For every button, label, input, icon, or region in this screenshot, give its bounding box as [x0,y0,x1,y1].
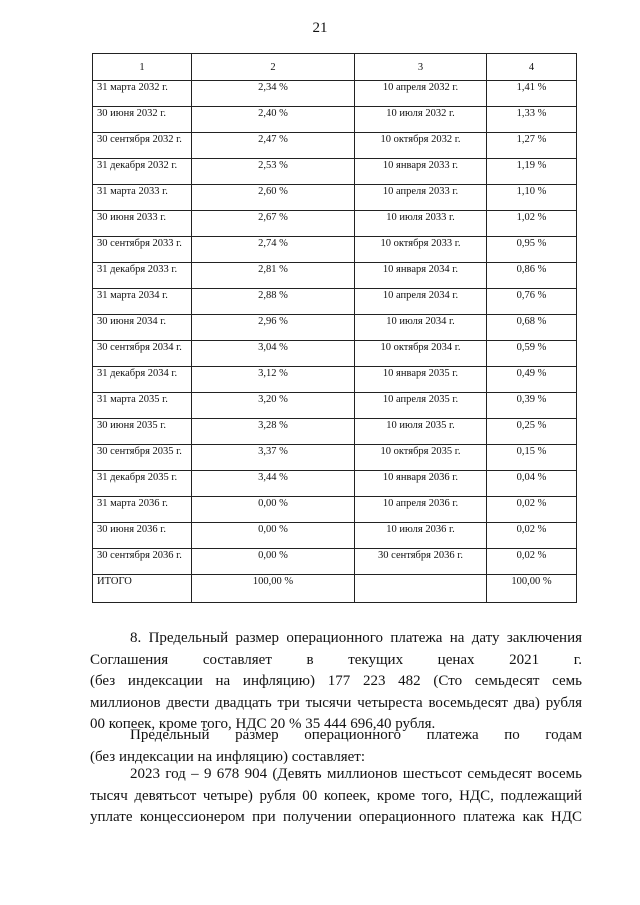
table-row [93,81,577,107]
table-row [93,133,577,159]
payment-date: 30 июня 2032 г. [93,107,192,133]
payment-share: 2,34 % [192,81,355,107]
table-row [93,523,577,549]
column-header: 4 [487,54,577,81]
payment-share: 2,47 % [192,133,355,159]
total-date [355,575,487,603]
payment-due-date: 10 июля 2032 г. [355,107,487,133]
table-row [93,185,577,211]
paragraph-line: тысяч девятьсот четыре) рубля 00 копеек, кроме того, НДС, подлежащий [90,787,582,804]
paragraph-line: Предельный размер операционного платежа по годам [130,727,582,743]
table-row [93,445,577,471]
payment-date: 31 декабря 2033 г. [93,263,192,289]
total-percent: 100,00 % [487,575,577,603]
payment-due-date: 10 октября 2034 г. [355,341,487,367]
paragraph-line: 2023 год – 9 678 904 (Девять миллионов шестьсот семьдесят восемь [130,766,582,782]
payment-share: 3,12 % [192,367,355,393]
payment-date: 31 марта 2032 г. [93,81,192,107]
column-header: 2 [192,54,355,81]
payment-due-date: 10 апреля 2032 г. [355,81,487,107]
paragraph-line: уплате концессионером при получении операционного платежа как НДС [90,809,582,825]
payment-schedule-table [92,53,577,603]
paragraph-line: миллионов двести двадцать три тысячи четыреста восемьдесят два) рубля [90,694,582,711]
payment-due-date: 10 января 2033 г. [355,159,487,185]
payment-percent: 0,68 % [487,315,577,341]
column-header: 1 [93,54,192,81]
payment-date: 30 сентября 2035 г. [93,445,192,471]
payment-percent: 0,04 % [487,471,577,497]
payment-share: 3,04 % [192,341,355,367]
payment-date: 31 марта 2034 г. [93,289,192,315]
payment-percent: 1,33 % [487,107,577,133]
payment-share: 2,40 % [192,107,355,133]
payment-due-date: 10 октября 2035 г. [355,445,487,471]
payment-share: 3,20 % [192,393,355,419]
payment-percent: 0,95 % [487,237,577,263]
payment-due-date: 10 июля 2034 г. [355,315,487,341]
payment-share: 2,60 % [192,185,355,211]
payment-due-date: 30 сентября 2036 г. [355,549,487,575]
payment-percent: 1,41 % [487,81,577,107]
payment-due-date: 10 октября 2032 г. [355,133,487,159]
table-row [93,471,577,497]
payment-percent: 1,19 % [487,159,577,185]
payment-date: 30 сентября 2034 г. [93,341,192,367]
table-row [93,497,577,523]
paragraph-line: 00 копеек, кроме того, НДС 20 % 35 444 696,40 рубля. [90,716,436,732]
payment-due-date: 10 апреля 2034 г. [355,289,487,315]
payment-date: 30 июня 2036 г. [93,523,192,549]
payment-share: 2,96 % [192,315,355,341]
table-row [93,289,577,315]
payment-date: 31 марта 2033 г. [93,185,192,211]
column-header: 3 [355,54,487,81]
payment-percent: 0,15 % [487,445,577,471]
table-row [93,419,577,445]
payment-due-date: 10 января 2034 г. [355,263,487,289]
paragraph-line: Соглашения составляет в текущих ценах 2021 г. [90,651,582,668]
page-number: 21 [312,20,328,36]
payment-percent: 0,02 % [487,523,577,549]
payment-share: 2,67 % [192,211,355,237]
table-header-row [93,54,577,81]
payment-date: 30 июня 2035 г. [93,419,192,445]
table-row [93,159,577,185]
payment-share: 3,44 % [192,471,355,497]
table-total-row [93,575,577,603]
payment-date: 31 декабря 2034 г. [93,367,192,393]
payment-share: 3,37 % [192,445,355,471]
table-row [93,107,577,133]
payment-due-date: 10 апреля 2035 г. [355,393,487,419]
table-row [93,315,577,341]
table-row [93,393,577,419]
total-share: 100,00 % [192,575,355,603]
paragraph-2023 [90,764,582,829]
payment-due-date: 10 июля 2033 г. [355,211,487,237]
payment-share: 0,00 % [192,523,355,549]
payment-date: 30 июня 2033 г. [93,211,192,237]
payment-percent: 0,86 % [487,263,577,289]
paragraph-line: (без индексации на инфляцию) 177 223 482 (Сто семьдесят семь [90,673,582,689]
payment-date: 30 июня 2034 г. [93,315,192,341]
paragraph-line: (без индексации на инфляцию) составляет: [90,748,365,765]
payment-date: 31 марта 2035 г. [93,393,192,419]
paragraph-8 [90,628,582,736]
payment-due-date: 10 июля 2036 г. [355,523,487,549]
table-row [93,263,577,289]
payment-percent: 0,49 % [487,367,577,393]
payment-percent: 0,39 % [487,393,577,419]
payment-date: 31 декабря 2032 г. [93,159,192,185]
payment-due-date: 10 апреля 2033 г. [355,185,487,211]
payment-share: 0,00 % [192,549,355,575]
table-row [93,237,577,263]
payment-share: 2,81 % [192,263,355,289]
payment-date: 30 сентября 2033 г. [93,237,192,263]
payment-percent: 0,02 % [487,497,577,523]
table-row [93,341,577,367]
payment-date: 31 декабря 2035 г. [93,471,192,497]
payment-share: 2,88 % [192,289,355,315]
payment-due-date: 10 октября 2033 г. [355,237,487,263]
payment-due-date: 10 января 2035 г. [355,367,487,393]
payment-percent: 1,02 % [487,211,577,237]
payment-due-date: 10 апреля 2036 г. [355,497,487,523]
payment-date: 30 сентября 2032 г. [93,133,192,159]
payment-percent: 0,25 % [487,419,577,445]
payment-percent: 0,76 % [487,289,577,315]
payment-percent: 0,02 % [487,549,577,575]
payment-due-date: 10 января 2036 г. [355,471,487,497]
payment-share: 2,53 % [192,159,355,185]
payment-percent: 1,10 % [487,185,577,211]
payment-date: 30 сентября 2036 г. [93,549,192,575]
total-label: ИТОГО [93,575,192,603]
paragraph-line: 8. Предельный размер операционного платежа на дату заключения [130,630,582,646]
table-row [93,549,577,575]
table-row [93,211,577,237]
payment-due-date: 10 июля 2035 г. [355,419,487,445]
payment-percent: 0,59 % [487,341,577,367]
payment-percent: 1,27 % [487,133,577,159]
payment-date: 31 марта 2036 г. [93,497,192,523]
payment-share: 3,28 % [192,419,355,445]
payment-share: 2,74 % [192,237,355,263]
payment-share: 0,00 % [192,497,355,523]
paragraph-yearly-limit [90,725,582,768]
table-body [93,81,577,575]
table-row [93,367,577,393]
